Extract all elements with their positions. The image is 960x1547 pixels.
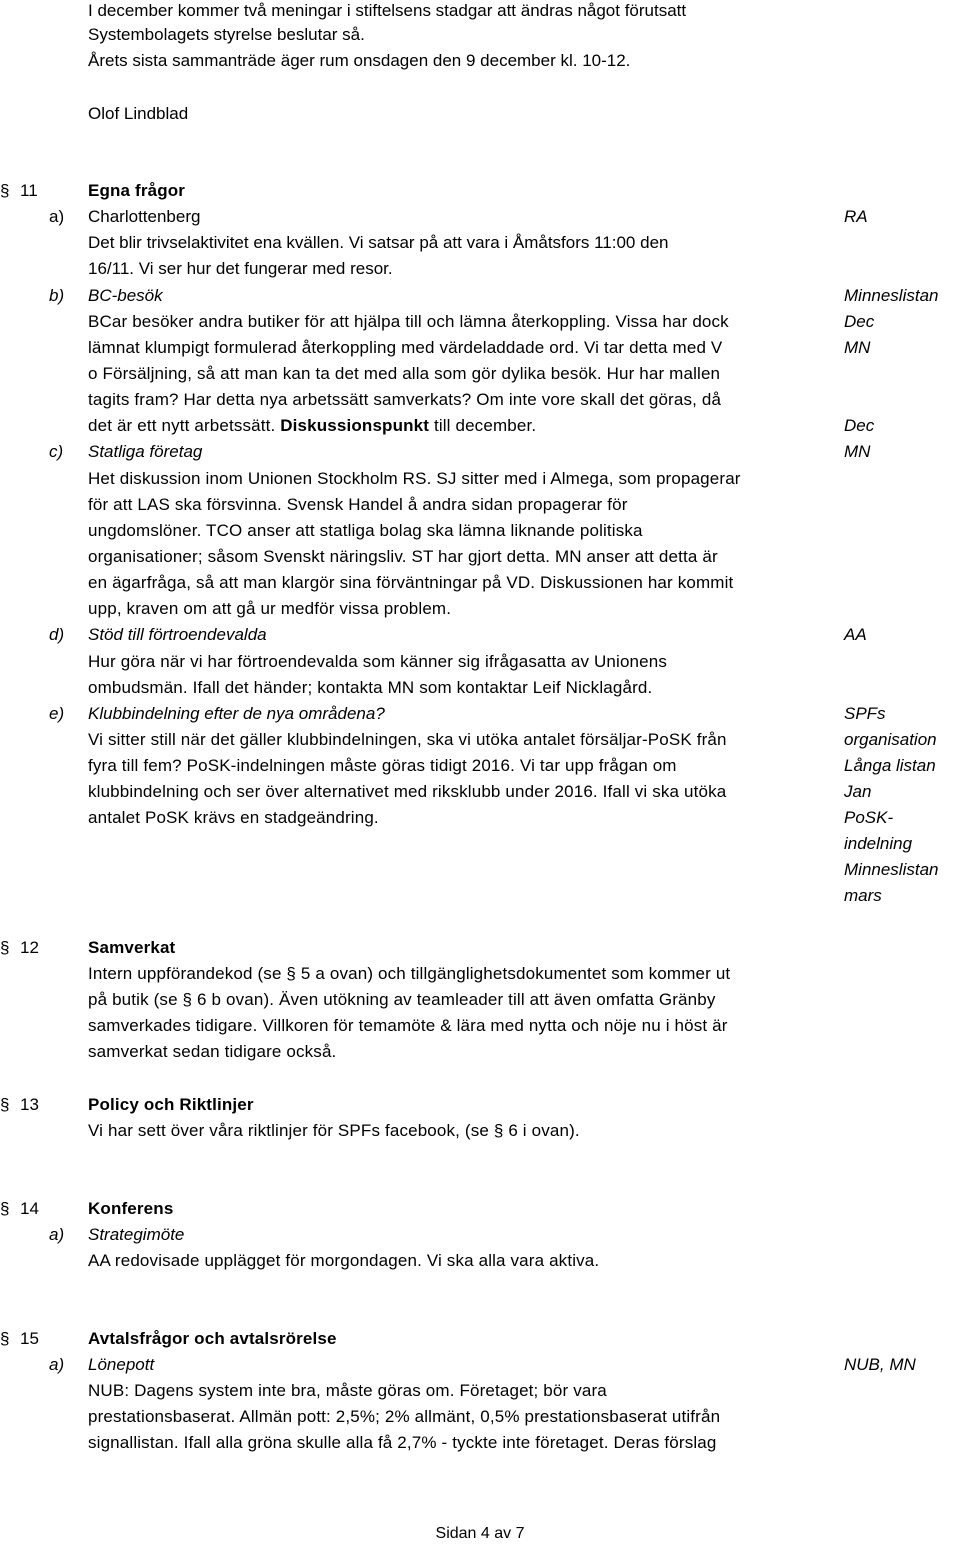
item-label: d) [49, 625, 65, 644]
section-symbol: § [0, 181, 10, 200]
body-line: upp, kraven om att gå ur medför vissa problem. [88, 599, 452, 618]
section-number: 11 [20, 181, 38, 200]
item-label: a) [49, 1355, 65, 1374]
responsible-cell: MN [844, 338, 871, 357]
responsible-cell: RA [844, 207, 868, 226]
intro-line: I december kommer två meningar i stiftelsens stadgar att ändras något förutsatt [88, 1, 687, 20]
section-heading-13 [0, 1092, 60, 1118]
body-line: Het diskussion inom Unionen Stockholm RS. SJ sitter med i Almega, som propagerar [88, 469, 741, 488]
section-symbol: § [0, 1199, 10, 1218]
responsible-cell: PoSK- [844, 808, 894, 827]
body-line: ungdomslöner. TCO anser att statliga bolag ska lämna liknande politiska [88, 521, 643, 540]
section-title: Samverkat [88, 938, 176, 957]
item-title: Statliga företag [88, 442, 203, 461]
item-label: e) [49, 704, 65, 723]
item-label: c) [49, 442, 64, 461]
section-heading-15 [0, 1326, 60, 1352]
item-label: a) [49, 1225, 65, 1244]
responsible-cell: AA [844, 625, 867, 644]
body-line: på butik (se § 6 b ovan). Även utökning av teamleader till att även omfatta Gränby [88, 990, 716, 1009]
body-line: samverkat sedan tidigare också. [88, 1042, 337, 1061]
body-text: det är ett nytt arbetssätt. [88, 416, 281, 435]
item-title: Lönepott [88, 1355, 155, 1374]
body-line: NUB: Dagens system inte bra, måste göras om. Företaget; bör vara [88, 1381, 607, 1400]
body-line: o Försäljning, så att man kan ta det med alla som gör dylika besök. Hur har mallen [88, 364, 721, 383]
section-number: 12 [20, 938, 39, 957]
item-title: Klubbindelning efter de nya områdena? [88, 704, 385, 723]
discussion-point: Diskussionspunkt [280, 416, 430, 435]
responsible-cell: SPFs [844, 704, 886, 723]
item-label: a) [49, 207, 65, 226]
signature: Olof Lindblad [88, 104, 189, 123]
section-heading-11 [0, 178, 60, 204]
item-title: Charlottenberg [88, 207, 201, 226]
body-line: samverkades tidigare. Villkoren för temamöte & lära med nytta och nöje nu i höst är [88, 1016, 728, 1035]
body-line: Vi sitter still när det gäller klubbindelningen, ska vi utöka antalet försäljar-PoSK från [88, 730, 727, 749]
body-text: till december. [429, 416, 537, 435]
body-line: Vi har sett över våra riktlinjer för SPFs facebook, (se § 6 i ovan). [88, 1121, 580, 1140]
responsible-cell: Dec [844, 416, 875, 435]
body-line: Det blir trivselaktivitet ena kvällen. Vi satsar på att vara i Åmåtsfors 11:00 den [88, 233, 669, 252]
intro-line: Årets sista sammanträde äger rum onsdagen den 9 december kl. 10-12. [88, 51, 631, 70]
body-line: Hur göra när vi har förtroendevalda som känner sig ifrågasatta av Unionens [88, 652, 668, 671]
section-title: Avtalsfrågor och avtalsrörelse [88, 1329, 337, 1348]
section-title: Policy och Riktlinjer [88, 1095, 254, 1114]
body-line: Intern uppförandekod (se § 5 a ovan) och tillgänglighetsdokumentet som kommer ut [88, 964, 731, 983]
responsible-cell: Jan [844, 782, 872, 801]
intro-line: Systembolagets styrelse beslutar så. [88, 25, 365, 44]
item-title: Stöd till förtroendevalda [88, 625, 267, 644]
responsible-cell: Dec [844, 312, 875, 331]
body-line: BCar besöker andra butiker för att hjälpa till och lämna återkoppling. Vissa har dock [88, 312, 729, 331]
body-line: organisationer; såsom Svenskt näringsliv. ST har gjort detta. MN anser att detta är [88, 547, 718, 566]
body-line: ombudsmän. Ifall det händer; kontakta MN som kontaktar Leif Nicklagård. [88, 678, 653, 697]
section-number: 13 [20, 1095, 39, 1114]
body-line: tagits fram? Har detta nya arbetssätt samverkats? Om inte vore skall det göras, då [88, 390, 722, 409]
responsible-cell: NUB, MN [844, 1355, 916, 1374]
body-line: för att LAS ska försvinna. Svensk Handel å andra sidan propagerar för [88, 495, 628, 514]
responsible-cell: mars [844, 886, 882, 905]
responsible-cell: MN [844, 442, 871, 461]
body-line: antalet PoSK krävs en stadgeändring. [88, 808, 379, 827]
item-title: BC-besök [88, 286, 163, 305]
section-title: Egna frågor [88, 181, 186, 200]
page-number: Sidan 4 av 7 [435, 1525, 525, 1542]
responsible-cell: Minneslistan [844, 860, 939, 879]
responsible-cell: indelning [844, 834, 913, 853]
section-heading-14 [0, 1196, 60, 1222]
section-title: Konferens [88, 1199, 174, 1218]
body-line: 16/11. Vi ser hur det fungerar med resor. [88, 259, 393, 278]
body-line: prestationsbaserat. Allmän pott: 2,5%; 2% allmänt, 0,5% prestationsbaserat utifrån [88, 1407, 721, 1426]
responsible-cell: organisation [844, 730, 937, 749]
body-line: klubbindelning och ser över alternativet med riksklubb under 2016. Ifall vi ska utöka [88, 782, 727, 801]
responsible-cell: Minneslistan [844, 286, 939, 305]
body-line: en ägarfråga, så att man klargör sina förväntningar på VD. Diskussionen har kommit [88, 573, 734, 592]
section-symbol: § [0, 1329, 10, 1348]
section-number: 15 [20, 1329, 39, 1348]
section-number: 14 [20, 1199, 39, 1218]
item-title: Strategimöte [88, 1225, 185, 1244]
body-line: lämnat klumpigt formulerad återkoppling med värdeladdade ord. Vi tar detta med V [88, 338, 723, 357]
responsible-cell: Långa listan [844, 756, 936, 775]
body-line: signallistan. Ifall alla gröna skulle alla få 2,7% - tyckte inte företaget. Deras förslag [88, 1433, 717, 1452]
body-line: fyra till fem? PoSK-indelningen måste göras tidigt 2016. Vi tar upp frågan om [88, 756, 677, 775]
item-label: b) [49, 286, 65, 305]
body-line: AA redovisade upplägget för morgondagen. Vi ska alla vara aktiva. [88, 1251, 600, 1270]
section-symbol: § [0, 1095, 10, 1114]
section-heading-12 [0, 935, 60, 961]
body-line [88, 413, 536, 439]
section-symbol: § [0, 938, 10, 957]
